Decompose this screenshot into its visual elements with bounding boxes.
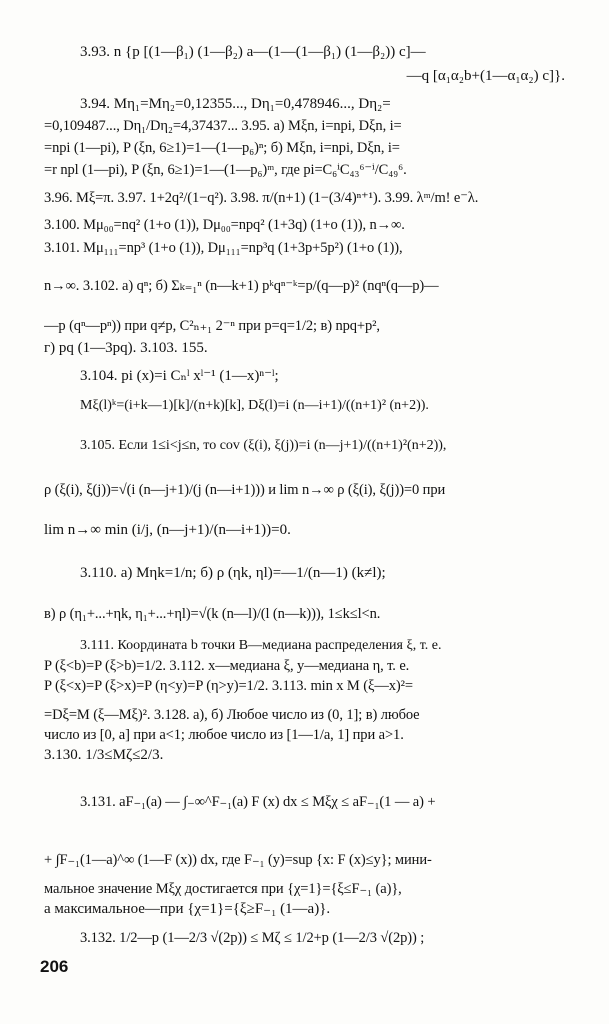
answer-3-100: 3.100. Mμ₀₀=nq² (1+o (1)), Dμ₀₀=npq² (1+3q) (1+o (1)), n→∞. xyxy=(44,217,405,233)
page-number: 206 xyxy=(40,957,69,976)
answer-3-130: 3.130. 1/3≤Mζ≤2/3. xyxy=(44,747,164,763)
answer-3-104-line-1: 3.104. pi (x)=i Cₙˡ xˡ⁻¹ (1—x)ⁿ⁻ˡ; xyxy=(80,368,279,384)
answer-3-131-line-1: 3.131. aF₋₁(a) — ∫₋∞^F₋₁(a) F (x) dx ≤ Mξχ ≤ aF₋₁(1 — a) + xyxy=(80,794,436,810)
answer-3-93-line-2: —q [α₁α₂b+(1—α₁α₂) c]}. xyxy=(406,68,565,84)
answer-3-132: 3.132. 1/2—p (1—2/3 √(2p)) ≤ Mζ ≤ 1/2+p (1—2/3 √(2p)) ; xyxy=(80,930,425,946)
answer-3-95-line-2: =r npl (1—pi), P (ξn, 6≥1)=1—(1—p₆)ᵐ, где pi=C₆ⁱC₄₃⁶⁻ⁱ/C₄₉⁶. xyxy=(44,162,407,178)
answer-3-102-line-2: —p (qⁿ—pⁿ)) при q≠p, C²ₙ₊₁ 2⁻ⁿ при p=q=1/2; в) npq+p², xyxy=(44,318,380,334)
answer-3-128-line-1: =Dξ=M (ξ—Mξ)². 3.128. a), б) Любое число из (0, 1]; в) любое xyxy=(44,707,420,723)
answer-3-105-line-3: lim n→∞ min (i/j, (n—j+1)/(n—i+1))=0. xyxy=(44,522,291,538)
answer-3-131-line-3: мальное значение Mξχ достигается при {χ=1}={ξ≤F₋₁ (a)}, xyxy=(44,881,402,897)
answer-3-101: 3.101. Mμ₁₁₁=np³ (1+o (1)), Dμ₁₁₁=np³q (1+3p+5p²) (1+o (1)), xyxy=(44,240,403,256)
answer-3-131-line-2: + ∫F₋₁(1—a)^∞ (1—F (x)) dx, где F₋₁ (y)=sup {x: F (x)≤y}; мини- xyxy=(44,852,432,868)
answer-3-111-line-1: 3.111. Координата b точки B—медиана распределения ξ, т. е. xyxy=(80,638,442,653)
answer-3-95-line-1: =npi (1—pi), P (ξn, 6≥1)=1—(1—p₆)ⁿ; б) Mξn, i=npi, Dξn, i= xyxy=(44,140,400,156)
answer-3-131-line-4: а максимальное—при {χ=1}={ξ≥F₋₁ (1—a)}. xyxy=(44,901,331,917)
answer-3-112: P (ξ<b)=P (ξ>b)=1/2. 3.112. x—медиана ξ, y—медиана η, т. е. xyxy=(44,658,410,674)
answer-3-104-line-2: Mξ(l)ᵏ=(i+k—1)[k]/(n+k)[k], Dξ(l)=i (n—i+1)/((n+1)² (n+2)). xyxy=(80,398,429,413)
answer-3-93-line-1: 3.93. n {p [(1—β₁) (1—β₂) a—(1—(1—β₁) (1—β₂)) c]— xyxy=(80,44,426,60)
answer-3-113: P (ξ<x)=P (ξ>x)=P (η<y)=P (η>y)=1/2. 3.113. min x M (ξ—x)²= xyxy=(44,678,413,694)
answer-3-110-line-2: в) ρ (η₁+...+ηk, η₁+...+ηl)=√(k (n—l)/(l (n—k))), 1≤k≤l<n. xyxy=(44,606,381,622)
answers-3-96-to-3-99: 3.96. Mξ=π. 3.97. 1+2q²/(1−q²). 3.98. π/(n+1) (1−(3/4)ⁿ⁺¹). 3.99. λᵐ/m! e⁻λ. xyxy=(44,190,479,206)
answer-3-94-line-1: 3.94. Mη₁=Mη₂=0,12355..., Dη₁=0,478946..., Dη₂= xyxy=(80,96,391,112)
answer-3-103: г) pq (1—3pq). 3.103. 155. xyxy=(44,340,208,356)
answer-3-105-line-1: 3.105. Если 1≤i<j≤n, то cov (ξ(i), ξ(j))=i (n—j+1)/((n+1)²(n+2)), xyxy=(80,438,447,453)
answer-3-94-line-2: =0,109487..., Dη₁/Dη₂=4,37437... 3.95. a) Mξn, i=npi, Dξn, i= xyxy=(44,118,402,134)
answer-3-105-line-2: ρ (ξ(i), ξ(j))=√(i (n—j+1)/(j (n—i+1))) и lim n→∞ ρ (ξ(i), ξ(j))=0 при xyxy=(44,482,446,498)
answer-3-128-line-2: число из [0, a] при a<1; любое число из [1—1/a, 1] при a>1. xyxy=(44,727,404,743)
answer-3-102-line-1: n→∞. 3.102. a) qⁿ; б) Σₖ₌₁ⁿ (n—k+1) pᵏqⁿ⁻ᵏ=p/(q—p)² (nqⁿ(q—p)— xyxy=(44,278,439,294)
answer-3-110-line-1: 3.110. a) Mηk=1/n; б) ρ (ηk, ηl)=—1/(n—1) (k≠l); xyxy=(80,565,386,581)
